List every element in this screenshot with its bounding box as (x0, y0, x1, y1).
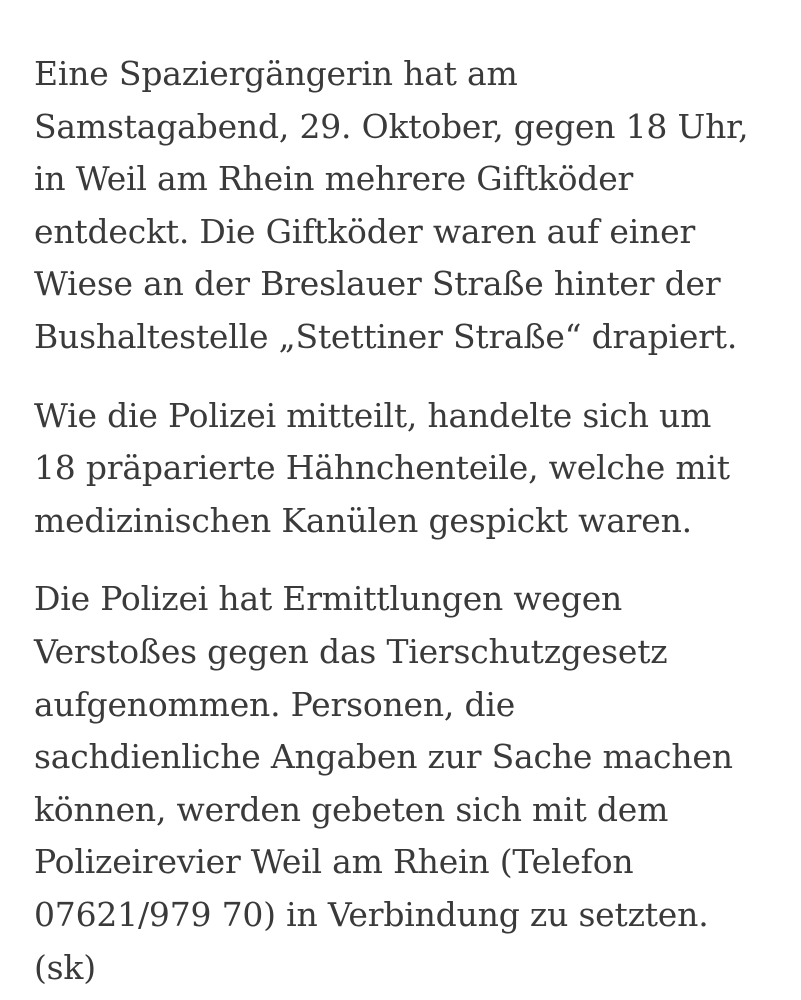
text-line: entdeckt. Die Giftköder waren auf einer (34, 211, 696, 251)
text-line: Samstagabend, 29. Oktober, gegen 18 Uhr, (34, 106, 749, 146)
article-paragraph-1 (34, 48, 784, 364)
text-line: medizinischen Kanülen gespickt waren. (34, 500, 692, 540)
text-line: Bushaltestelle „Stettiner Straße“ drapiert. (34, 316, 738, 356)
article-body (34, 48, 784, 994)
article-paragraph-3 (34, 573, 784, 994)
author-initials: (sk) (34, 947, 96, 987)
text-line: 07621/979 70) in Verbindung zu setzten. (34, 894, 709, 934)
article-paragraph-2 (34, 390, 784, 548)
text-line: in Weil am Rhein mehrere Giftköder (34, 159, 634, 199)
text-line: Wie die Polizei mitteilt, handelte sich um (34, 395, 712, 435)
text-line: aufgenommen. Personen, die (34, 684, 516, 724)
text-line: sachdienliche Angaben zur Sache machen (34, 737, 733, 777)
text-line: können, werden gebeten sich mit dem (34, 789, 669, 829)
text-line: 18 präparierte Hähnchenteile, welche mit (34, 448, 730, 488)
text-line: Wiese an der Breslauer Straße hinter der (34, 264, 721, 304)
text-line: Eine Spaziergängerin hat am (34, 54, 518, 93)
text-line: Verstoßes gegen das Tierschutzgesetz (34, 631, 668, 671)
text-line: Polizeirevier Weil am Rhein (Telefon (34, 842, 634, 882)
text-line: Die Polizei hat Ermittlungen wegen (34, 579, 623, 619)
